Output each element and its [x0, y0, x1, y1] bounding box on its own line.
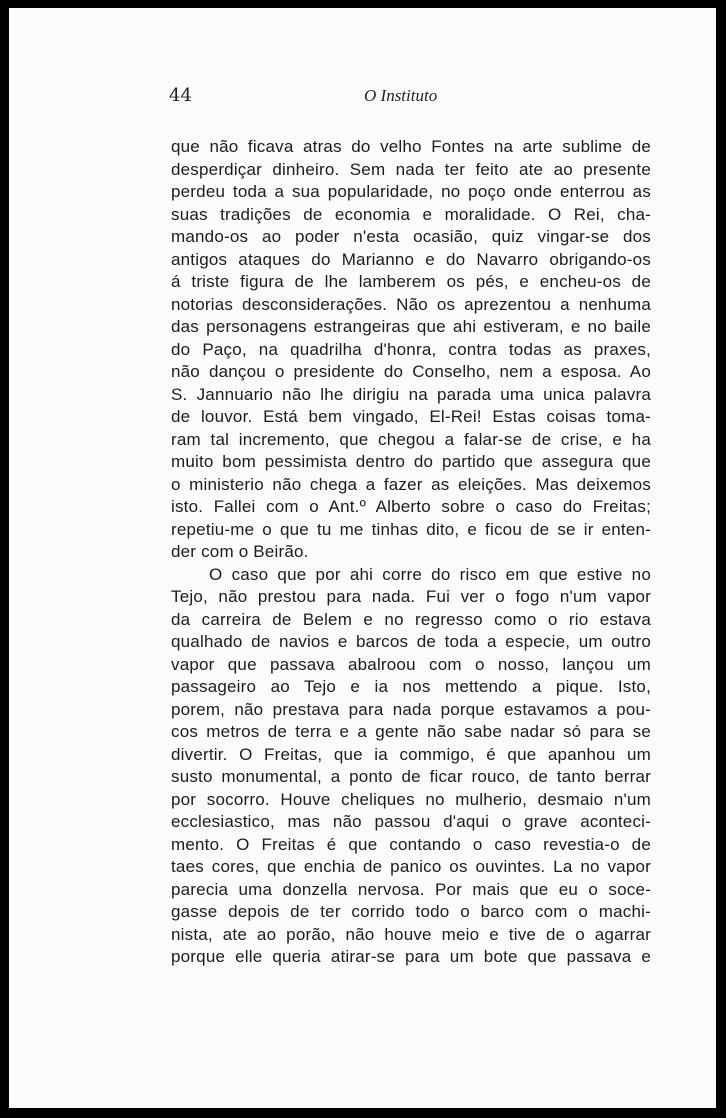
- text-line: der com o Beirão.: [171, 542, 309, 561]
- book-page: [9, 8, 716, 1108]
- text-line: parecia uma donzella nervosa. Por mais que eu o soce-: [171, 879, 651, 899]
- text-line: á triste figura de lhe lamberem os pés, e encheu-os de: [171, 272, 651, 291]
- text-line: muito bom pessimista dentro do partido que assegura que: [171, 452, 651, 471]
- text-line: cos metros de terra e a gente não sabe nadar só para se: [171, 722, 651, 741]
- text-line: taes cores, que enchia de panico os ouvintes. La no vapor: [171, 857, 651, 876]
- text-line: porem, não prestava para nada porque estavamos a pou-: [171, 699, 651, 719]
- text-line: que não ficava atras do velho Fontes na arte sublime de: [171, 137, 651, 156]
- text-line: não dançou o presidente do Conselho, nem a esposa. Ao: [171, 362, 651, 381]
- text-line: desperdiçar dinheiro. Sem nada ter feito ate ao presente: [171, 159, 651, 179]
- text-line: divertir. O Freitas, que ia commigo, é que apanhou um: [171, 744, 651, 764]
- text-line: porque elle queria atirar-se para um bote que passava e: [171, 947, 651, 966]
- text-line: nista, ate ao porão, não houve meio e tive de o agarrar: [171, 924, 651, 944]
- text-line: o ministerio não chega a fazer as eleições. Mas deixemos: [171, 474, 651, 494]
- text-line: susto monumental, a ponto de ficar rouco, de tanto berrar: [171, 767, 651, 786]
- running-title: O Instituto: [364, 86, 438, 105]
- text-line: ecclesiastico, mas não passou d'aqui o grave aconteci-: [171, 812, 651, 831]
- text-line: qualhado de navios e barcos de toda a especie, um outro: [171, 632, 651, 651]
- text-line: mando-os ao poder n'esta ocasião, quiz vingar-se dos: [171, 227, 651, 246]
- text-line: gasse depois de ter corrido todo o barco com o machi-: [171, 902, 651, 921]
- text-line: perdeu toda a sua popularidade, no poço onde enterrou as: [171, 182, 651, 201]
- text-line: das personagens estrangeiras que ahi estiveram, e no baile: [171, 317, 651, 336]
- text-line: S. Jannuario não lhe dirigiu na parada uma unica palavra: [171, 384, 651, 404]
- paragraph-2: [171, 564, 651, 969]
- text-line: vapor que passava abalroou com o nosso, lançou um: [171, 654, 651, 674]
- text-line: passageiro ao Tejo e ia nos mettendo a pique. Isto,: [171, 677, 651, 696]
- text-line: de louvor. Está bem vingado, El-Rei! Estas coisas toma-: [171, 407, 651, 426]
- page-number: 44: [169, 85, 192, 106]
- text-line: mento. O Freitas é que contando o caso revestia-o de: [171, 834, 651, 854]
- text-line: da carreira de Belem e no regresso como o rio estava: [171, 609, 651, 629]
- text-line: isto. Fallei com o Ant.º Alberto sobre o caso do Freitas;: [171, 497, 651, 516]
- text-line: por socorro. Houve cheliques no mulherio, desmaio n'um: [171, 789, 651, 809]
- text-line: antigos ataques do Marianno e do Navarro obrigando-os: [171, 249, 651, 269]
- text-line: repetiu-me o que tu me tinhas dito, e ficou de se ir enten-: [171, 519, 651, 539]
- body-text: [171, 136, 651, 969]
- text-line: ram tal incremento, que chegou a falar-se de crise, e ha: [171, 429, 651, 449]
- text-line: do Paço, na quadrilha d'honra, contra todas as praxes,: [171, 339, 651, 359]
- paragraph-1: [171, 136, 651, 564]
- text-line: notorias desconsiderações. Não os aprezentou a nenhuma: [171, 294, 651, 314]
- page-header: [9, 81, 716, 111]
- text-line: Tejo, não prestou para nada. Fui ver o fogo n'um vapor: [171, 587, 651, 606]
- text-line: suas tradições de economia e moralidade. O Rei, cha-: [171, 204, 651, 224]
- text-line: O caso que por ahi corre do risco em que estive no: [209, 564, 651, 584]
